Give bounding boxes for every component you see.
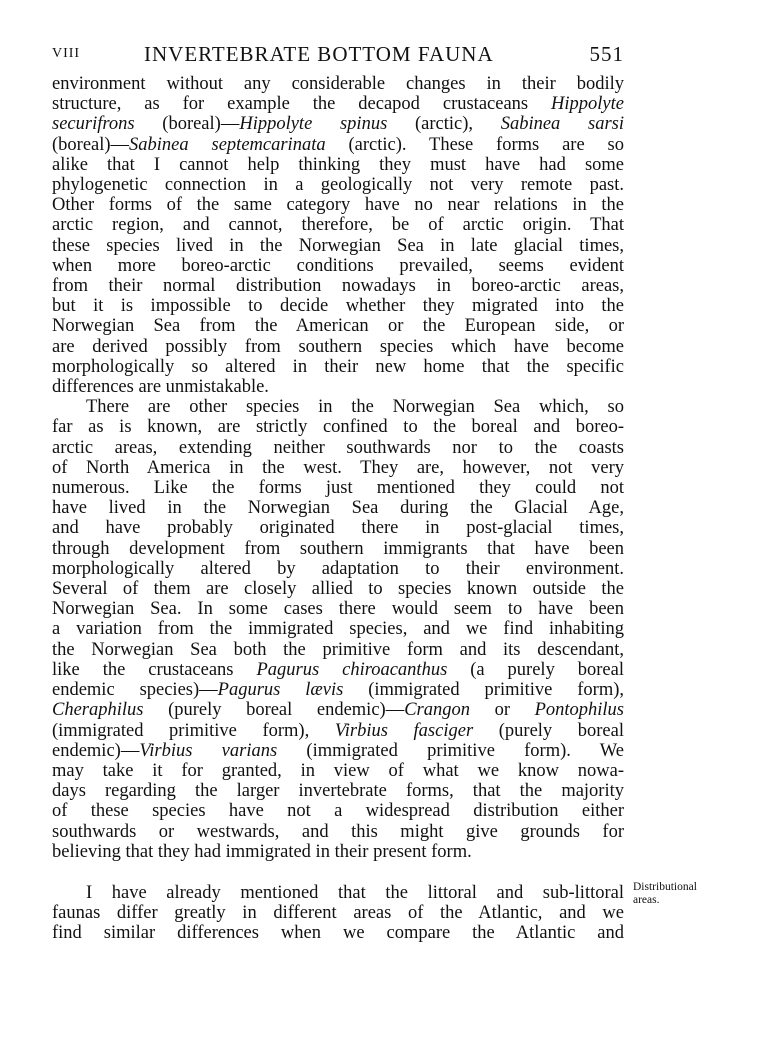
margin-note-line: areas. [633, 894, 660, 906]
text-line: numerous. Like the forms just mentioned they could not [52, 478, 624, 499]
margin-note-line: Distributional [633, 881, 697, 893]
text-line: alike that I cannot help thinking they must have had some [52, 154, 624, 175]
text-line: but it is impossible to decide whether they migrated into the [52, 296, 624, 317]
text-run: (arctic). These forms are so [325, 134, 624, 155]
text-run: endemic)— [52, 740, 140, 761]
text-line [52, 114, 624, 134]
species-name: Pontophilus [534, 700, 624, 721]
body-text [52, 74, 624, 944]
text-line: believing that they had immigrated in their present form. [52, 841, 472, 862]
text-line: Several of them are closely allied to species known outside the [52, 579, 624, 600]
text-line: days regarding the larger invertebrate forms, that the majority [52, 781, 624, 802]
text-line: may take it for granted, in view of what we know nowa- [52, 760, 624, 781]
text-run: (a purely boreal [447, 659, 624, 680]
text-line: the Norwegian Sea both the primitive form and its descendant, [52, 639, 624, 660]
text-line: Norwegian Sea from the American or the European side, or [52, 316, 624, 337]
species-name: Crangon [404, 700, 470, 721]
running-title: INVERTEBRATE BOTTOM FAUNA [144, 42, 494, 66]
text-line: far as is known, are strictly confined to the boreal and boreo- [52, 417, 624, 438]
text-line: environment without any considerable changes in their bodily [52, 74, 624, 94]
text-run: (purely boreal endemic)— [143, 700, 405, 721]
running-head [52, 42, 624, 72]
text-run: (arctic), [387, 114, 501, 135]
text-run: (immigrated primitive form), [52, 720, 335, 741]
page-number: 551 [589, 42, 624, 66]
text-run: structure, as for example the decapod crustaceans [52, 94, 552, 115]
species-name: Cheraphilus [52, 700, 144, 721]
text-line: morphologically altered by adaptation to their environment. [52, 558, 624, 579]
margin-note [633, 881, 743, 907]
text-line: from their normal distribution nowadays in boreo-arctic areas, [52, 276, 624, 297]
text-run: (boreal)— [52, 134, 130, 155]
species-name: securifrons [52, 114, 135, 135]
text-line: southwards or westwards, and this might give grounds for [52, 821, 624, 842]
paragraph-2 [52, 397, 624, 862]
species-name: Sabinea sarsi [500, 114, 624, 135]
paragraph-3 [52, 883, 624, 944]
text-run: (immigrated primitive form), [343, 680, 625, 701]
text-line: Norwegian Sea. In some cases there would seem to have been [52, 599, 624, 620]
text-line: these species lived in the Norwegian Sea in late glacial times, [52, 235, 624, 256]
text-line [52, 660, 624, 680]
text-line: morphologically so altered in their new home that the specific [52, 356, 624, 377]
text-line: through development from southern immigrants that have been [52, 538, 624, 559]
text-line [52, 721, 624, 741]
species-name: Hippolyte [551, 94, 624, 115]
text-line: have lived in the Norwegian Sea during the Glacial Age, [52, 498, 624, 519]
text-line [52, 680, 624, 700]
text-line: of North America in the west. They are, however, not very [52, 457, 624, 478]
text-line: phylogenetic connection in a geologically not very remote past. [52, 175, 624, 196]
section-gap [52, 862, 624, 883]
text-line: faunas differ greatly in different areas of the Atlantic, and we [52, 903, 624, 924]
species-name: Hippolyte spinus [239, 114, 388, 135]
text-line: differences are unmistakable. [52, 377, 269, 398]
text-line: a variation from the immigrated species, and we find inhabiting [52, 619, 624, 640]
text-line: I have already mentioned that the littoral and sub-littoral [86, 882, 624, 903]
text-line: and have probably originated there in post-glacial times, [52, 518, 624, 539]
text-run: (boreal)— [134, 114, 240, 135]
text-line [52, 700, 624, 720]
species-name: Virbius fasciger [334, 720, 474, 741]
text-line [52, 94, 624, 114]
text-run: (immigrated primitive form). We [277, 740, 624, 761]
text-line [52, 135, 624, 155]
text-line: Other forms of the same category have no near relations in the [52, 195, 624, 216]
text-run: like the crustaceans [52, 659, 257, 680]
chapter-number: VIII [52, 46, 81, 61]
text-line: There are other species in the Norwegian Sea which, so [86, 397, 624, 418]
text-run: or [470, 700, 535, 721]
text-run: endemic species)— [52, 680, 218, 701]
text-line: arctic region, and cannot, therefore, be of arctic origin. That [52, 215, 624, 236]
text-line: find similar differences when we compare the Atlantic and [52, 923, 624, 944]
text-line [52, 741, 624, 761]
species-name: Pagurus chiroacanthus [256, 659, 448, 680]
text-line: are derived possibly from southern species which have become [52, 336, 624, 357]
text-line: arctic areas, extending neither southwards nor to the coasts [52, 437, 624, 458]
text-line: of these species have not a widespread distribution either [52, 801, 624, 822]
paragraph-1 [52, 74, 624, 397]
species-name: Pagurus lævis [217, 680, 344, 701]
text-run: (purely boreal [473, 720, 624, 741]
text-line: when more boreo-arctic conditions prevailed, seems evident [52, 255, 624, 276]
species-name: Virbius varians [139, 740, 278, 761]
species-name: Sabinea septemcarinata [129, 134, 326, 155]
